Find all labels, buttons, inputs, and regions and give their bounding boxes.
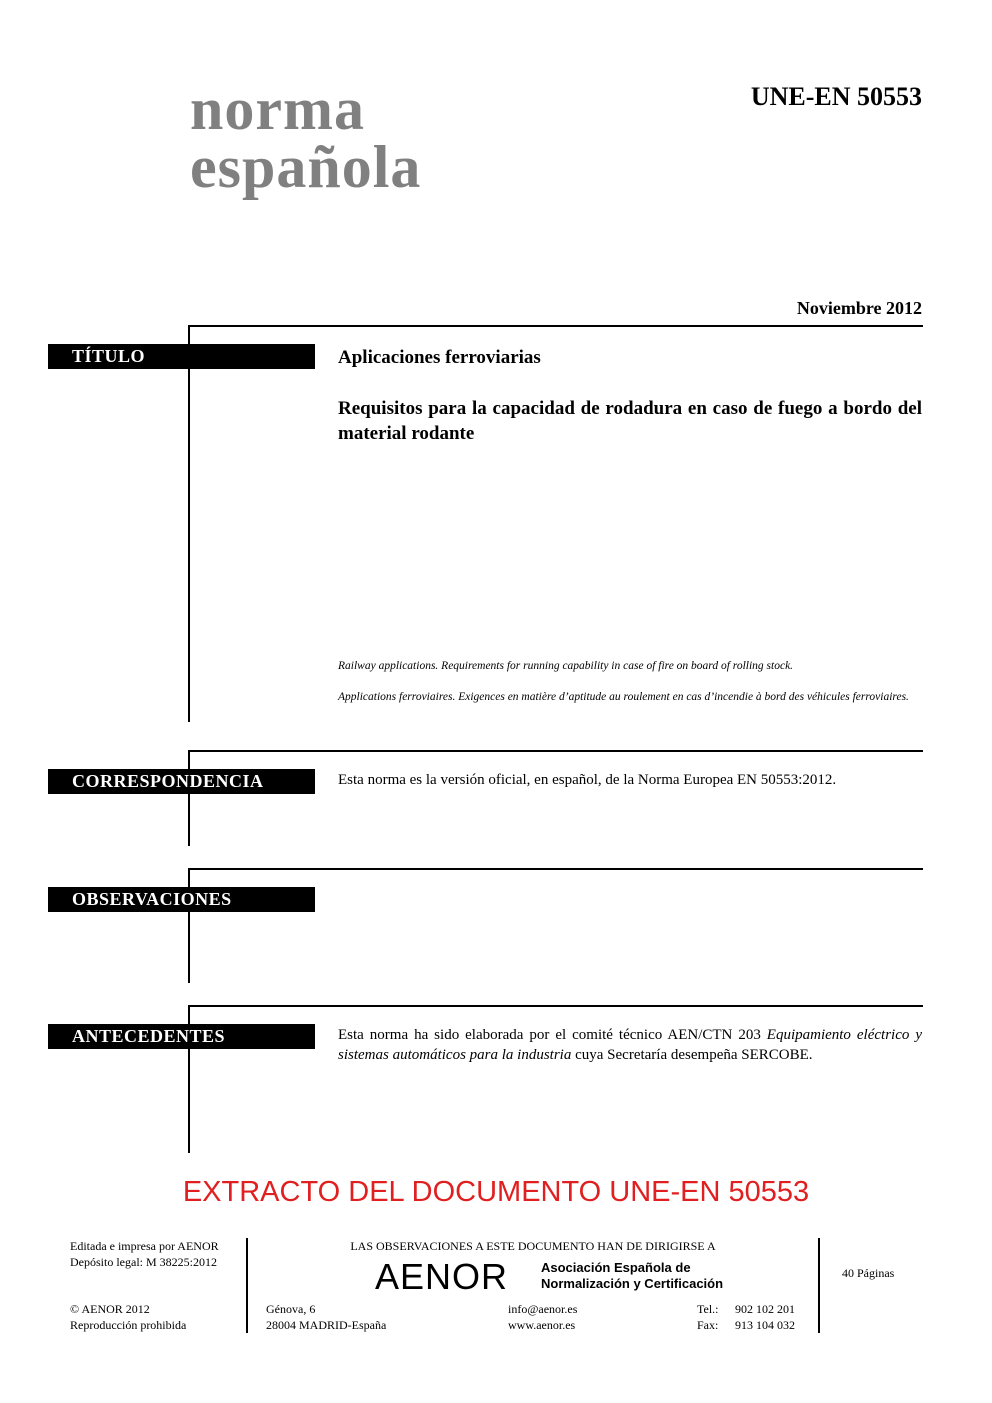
footer-edition: [70, 1238, 219, 1270]
tel-label: Tel.:: [697, 1302, 719, 1316]
antecedentes-label: ANTECEDENTES: [48, 1024, 315, 1049]
antecedentes-top-rule: [188, 1005, 923, 1007]
fax-label: Fax:: [697, 1318, 719, 1332]
aenor-organization-name: [541, 1260, 723, 1292]
footer-contact-web: [508, 1301, 577, 1333]
footer-reproduction: Reproducción prohibida: [70, 1318, 187, 1332]
org-line2: Normalización y Certificación: [541, 1276, 724, 1291]
antecedentes-text-before: Esta norma ha sido elaborada por el comité técnico AEN/CTN 203: [338, 1027, 767, 1043]
antecedentes-committee-name: Equipamiento eléctrico y sistemas automáticos para la industria: [338, 1027, 922, 1063]
footer-email[interactable]: info@aenor.es: [508, 1302, 578, 1316]
aenor-logo: AENOR: [375, 1256, 509, 1297]
address-line1: Génova, 6: [266, 1302, 316, 1316]
title-sub: Requisitos para la capacidad de rodadura en caso de fuego a bordo del material rodante: [338, 398, 922, 444]
footer-deposit: Depósito legal: M 38225:2012: [70, 1255, 217, 1269]
publication-date: Noviembre 2012: [796, 298, 922, 318]
title-english: Railway applications. Requirements for running capability in case of fire on board of rolling stock.: [338, 660, 794, 672]
org-line1: Asociación Española de: [541, 1260, 691, 1275]
footer-divider-right: [818, 1238, 820, 1333]
footer-address: [266, 1301, 386, 1333]
extract-notice: EXTRACTO DEL DOCUMENTO UNE-EN 50553: [182, 1176, 810, 1208]
antecedentes-text-after: cuya Secretaría desempeña SERCOBE.: [571, 1047, 813, 1063]
title-main: Aplicaciones ferroviarias: [338, 347, 541, 368]
fax-number: 913 104 032: [735, 1318, 795, 1332]
norma-espanola-heading: [190, 76, 422, 200]
footer-phone-numbers: [735, 1301, 795, 1333]
footer-copyright-block: [70, 1301, 186, 1333]
footer-copyright: © AENOR 2012: [70, 1302, 150, 1316]
correspondencia-text: Esta norma es la versión oficial, en español, de la Norma Europea EN 50553:2012.: [338, 772, 837, 788]
heading-line1: norma: [190, 76, 365, 142]
footer-edited: Editada e impresa por AENOR: [70, 1239, 219, 1253]
observaciones-label: OBSERVACIONES: [48, 887, 315, 912]
footer-website[interactable]: www.aenor.es: [508, 1318, 576, 1332]
titulo-left-rule: [188, 325, 190, 722]
address-line2: 28004 MADRID-España: [266, 1318, 387, 1332]
correspondencia-top-rule: [188, 750, 923, 752]
document-code: UNE-EN 50553: [750, 82, 922, 111]
observaciones-top-rule: [188, 868, 923, 870]
footer-observations-note: LAS OBSERVACIONES A ESTE DOCUMENTO HAN DE DIRIGIRSE A: [350, 1239, 716, 1253]
observaciones-left-rule: [188, 868, 190, 983]
titulo-label: TÍTULO: [48, 344, 315, 369]
antecedentes-text: [338, 1025, 922, 1065]
footer-phone-labels: [697, 1301, 719, 1333]
tel-number: 902 102 201: [735, 1302, 795, 1316]
correspondencia-label: CORRESPONDENCIA: [48, 769, 315, 794]
title-french: Applications ferroviaires. Exigences en matière d’aptitude au roulement en cas d’incendie à bord des véhicules ferroviaires.: [338, 691, 909, 703]
titulo-top-rule: [188, 325, 923, 327]
heading-line2: española: [190, 134, 422, 200]
correspondencia-left-rule: [188, 750, 190, 846]
page-count: 40 Páginas: [842, 1266, 895, 1280]
